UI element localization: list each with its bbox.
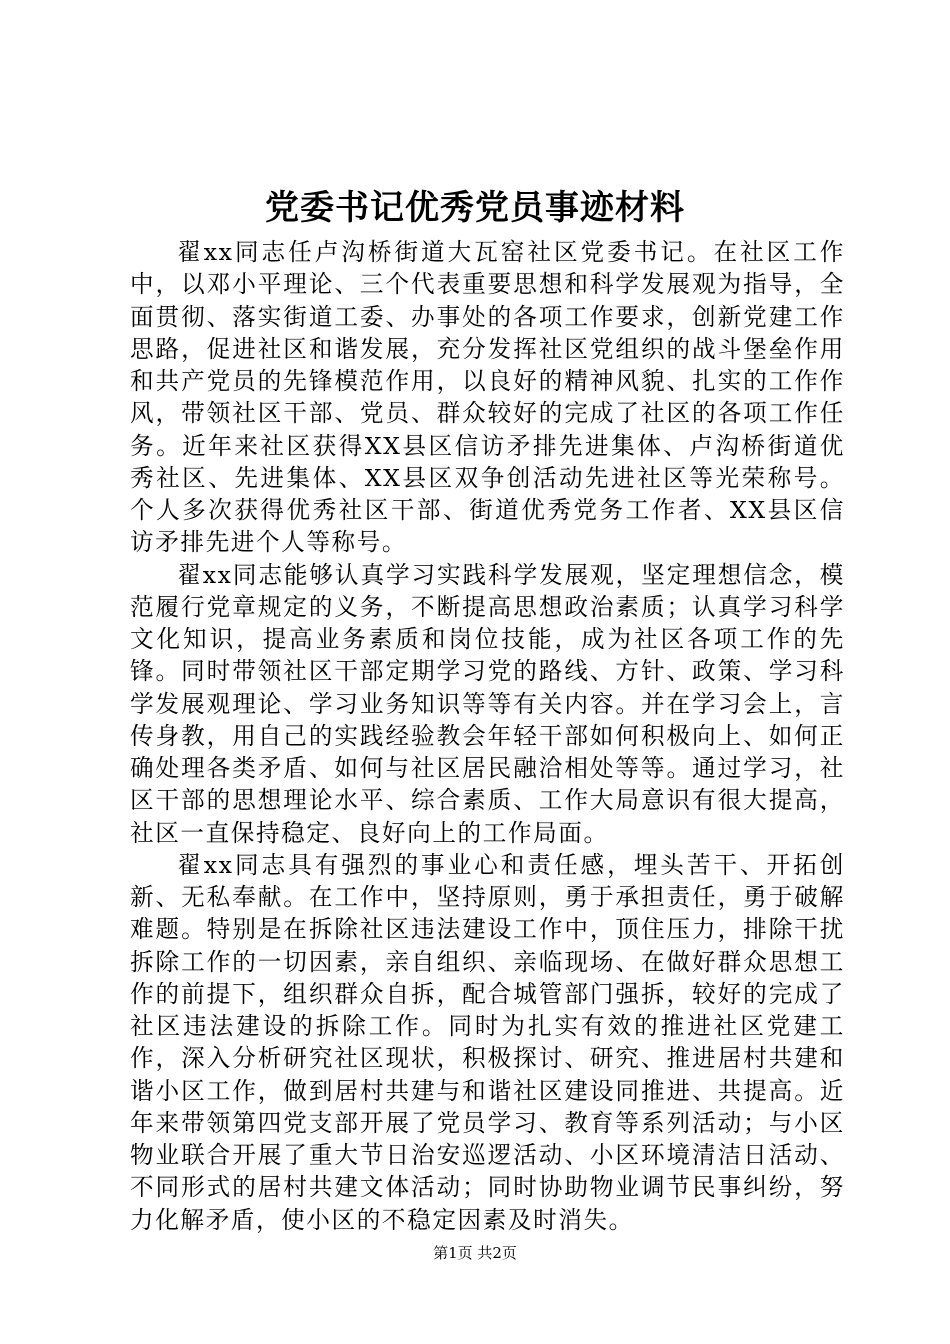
body-paragraph-2: 翟xx同志能够认真学习实践科学发展观，坚定理想信念，模范履行党章规定的义务，不断提高思想政治素质；认真学习科学文化知识，提高业务素质和岗位技能，成为社区各项工作的先锋。同时带领社区干部定期学习党的路线、方针、政策、学习科学发展观理论、学习业务知识等等有关内容。并在学习会上，言传身教，用自己的实践经验教会年轻干部如何积极向上、如何正确处理各类矛盾、如何与社区居民融洽相处等等。通过学习，社区干部的思想理论水平、综合素质、工作大局意识有很大提高，社区一直保持稳定、良好向上的工作局面。 [130, 560, 845, 847]
document-body [130, 236, 845, 1236]
page-number-footer: 第1页 共2页 [433, 1244, 517, 1262]
document-title: 党委书记优秀党员事迹材料 [265, 188, 685, 228]
body-paragraph-3: 翟xx同志具有强烈的事业心和责任感，埋头苦干、开拓创新、无私奉献。在工作中，坚持原则，勇于承担责任，勇于破解难题。特别是在拆除社区违法建设工作中，顶住压力，排除干扰拆除工作的一切因素，亲自组织、亲临现场、在做好群众思想工作的前提下，组织群众自拆，配合城管部门强拆，较好的完成了社区违法建设的拆除工作。同时为扎实有效的推进社区党建工作，深入分析研究社区现状，积极探讨、研究、推进居村共建和谐小区工作，做到居村共建与和谐社区建设同推进、共提高。近年来带领第四党支部开展了党员学习、教育等系列活动；与小区物业联合开展了重大节日治安巡逻活动、小区环境清洁日活动、不同形式的居村共建文体活动；同时协助物业调节民事纠纷，努力化解矛盾，使小区的不稳定因素及时消失。 [130, 850, 845, 1234]
body-paragraph-1: 翟xx同志任卢沟桥街道大瓦窑社区党委书记。在社区工作中，以邓小平理论、三个代表重要思想和科学发展观为指导，全面贯彻、落实街道工委、办事处的各项工作要求，创新党建工作思路，促进社区和谐发展，充分发挥社区党组织的战斗堡垒作用和共产党员的先锋模范作用，以良好的精神风貌、扎实的工作作风，带领社区干部、党员、群众较好的完成了社区的各项工作任务。近年来社区获得XX县区信访矛排先进集体、卢沟桥街道优秀社区、先进集体、XX县区双争创活动先进社区等光荣称号。个人多次获得优秀社区干部、街道优秀党务工作者、XX县区信访矛排先进个人等称号。 [130, 238, 845, 557]
